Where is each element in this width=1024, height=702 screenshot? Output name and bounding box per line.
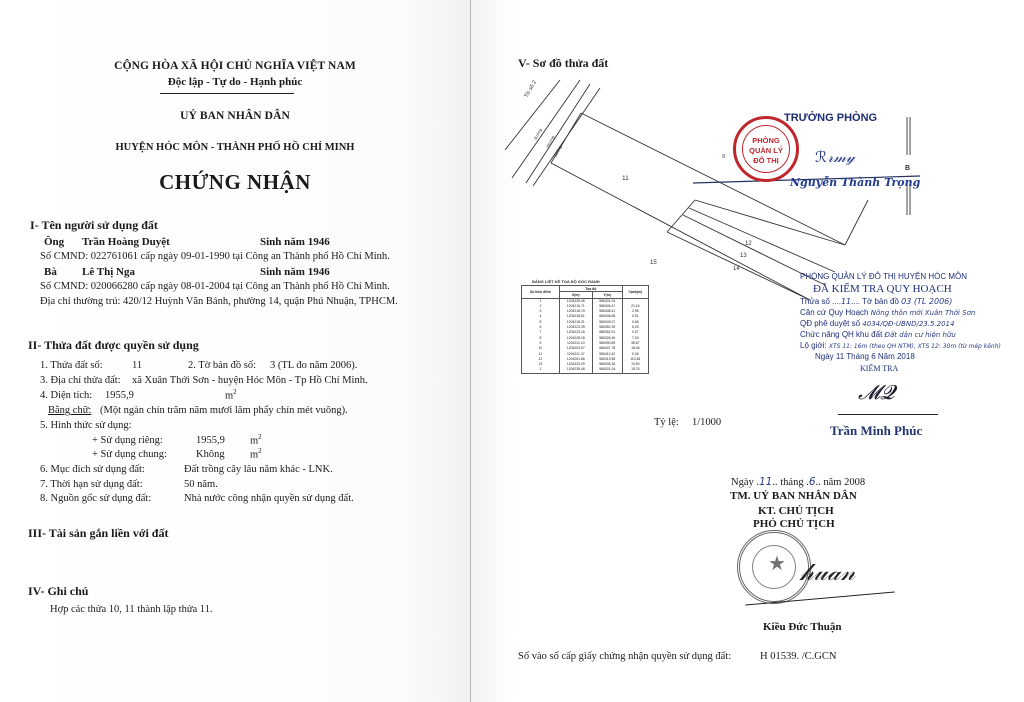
check-basis: Căn cứ Quy Hoạch Nông thôn mới Xuân Thới Sơn — [800, 308, 976, 317]
issue-date: Ngày .11.. tháng .6.. năm 2008 — [731, 476, 866, 488]
check-parcel: Thửa số ....11.... Tờ bản đồ 03 (TL 2006) — [800, 297, 953, 306]
owner-1-salutation: Ông — [44, 236, 65, 248]
usage-term-label: 7. Thời hạn sử dụng đất: — [40, 479, 143, 490]
table-row: 10 1204203.67 586407.78 18.45 — [522, 346, 649, 351]
parcel-label-12: 12 — [745, 241, 752, 247]
table-row: 6 1204223.39 586352.39 6.00 — [522, 325, 649, 330]
owner-2-birth: Sinh năm 1946 — [260, 266, 330, 278]
parcel-address-value: xã Xuân Thới Sơn - huyện Hóc Môn - Tp Hồ Chí Minh. — [132, 375, 368, 386]
land-purpose-value: Đất trồng cây lâu năm khác - LNK. — [184, 464, 333, 475]
common-use-unit: $m^2$ — [250, 447, 262, 461]
common-use-value: Không — [196, 449, 225, 460]
section-4-heading: IV- Ghi chú — [28, 584, 89, 598]
parcel-label-15: 15 — [650, 260, 657, 266]
page-fold-divider — [470, 0, 471, 702]
national-motto: Độc lập - Tự do - Hạnh phúc — [167, 76, 303, 88]
usage-form-label: 5. Hình thức sử dụng: — [40, 420, 132, 431]
issuing-authority: UỶ BAN NHÂN DÂN — [180, 110, 290, 122]
note-text: Hợp các thửa 10, 11 thành lập thửa 11. — [50, 604, 213, 615]
svg-text:đường: đường — [552, 144, 563, 158]
parcel-label-14: 14 — [733, 266, 740, 272]
checker-name: Trần Minh Phúc — [830, 423, 923, 438]
parcel-address-label: 3. Địa chỉ thửa đất: — [40, 375, 121, 386]
svg-text:mương: mương — [544, 134, 556, 149]
table-row: 5 1204218.21 586349.37 0.65 — [522, 320, 649, 325]
check-label: KIỂM TRA — [860, 364, 899, 373]
planning-seal-text: PHÒNG QUẢN LÝ ĐÔ THỊ — [749, 136, 783, 165]
section-1-heading: I- Tên người sử dụng đất — [30, 218, 158, 232]
sheet-label: Tờ số 2 — [523, 79, 539, 99]
checker-signature-line — [838, 414, 938, 415]
common-use-label: + Sử dụng chung: — [92, 449, 167, 460]
issuer-signature: 𝒽𝓊𝒶𝓃 — [800, 558, 856, 586]
planning-signer-name: Nguyễn Thành Trọng — [790, 176, 921, 189]
north-label: B — [905, 165, 911, 172]
coordinate-table: Số hiệu điểm Tọa độ Cạnh(m) X(m) Y(m) 1 1204235.46 586301.04 2 1204216.71 586346.47 21.16 3 1204218.19 586348.41 2.96 4 1204218.61 586346.68 0.91 5 1204218.21 586349.37 0.65 6 1204223.39 586352.39 6.00 7 1204223.16 586352.91 0.57 8 1204228.18 586326.46 7.00 9 1204211.10 586390.89 38.67 10 1204203.67 586407.78 18.45 11 1204211.37 586412.42 9.06 12 1204261.86 586313.58 110.84 13 1204233.09 586305.16 10.90 1 1204235.46 586301.04 15.76 — [521, 285, 649, 374]
table-row: 4 1204218.61 586346.68 0.91 — [522, 314, 649, 319]
svg-text:đường: đường — [532, 127, 543, 141]
land-origin-label: 8. Nguồn gốc sử dụng đất: — [40, 493, 152, 504]
registry-value: H 01539. /C.GCN — [760, 651, 837, 662]
issuer-name: Kiều Đức Thuận — [763, 621, 842, 633]
owner-1-birth: Sinh năm 1946 — [260, 236, 330, 248]
document-title: CHỨNG NHẬN — [159, 170, 311, 194]
private-use-value: 1955,9 — [196, 435, 225, 446]
land-purpose-label: 6. Mục đích sử dụng đất: — [40, 464, 145, 475]
area-value: 1955,9 — [105, 390, 134, 401]
parcel-number-value: 11 — [132, 360, 143, 371]
owner-1-name: Trần Hoàng Duyệt — [82, 236, 170, 248]
table-row: 2 1204216.71 586346.47 21.16 — [522, 304, 649, 309]
owner-2-salutation: Bà — [44, 266, 57, 278]
private-use-unit: $m^2$ — [250, 433, 262, 447]
check-date: Ngày 11 Tháng 6 Năm 2018 — [815, 352, 915, 361]
private-use-label: + Sử dụng riêng: — [92, 435, 163, 446]
land-origin-value: Nhà nước công nhận quyền sử dụng đất. — [184, 493, 354, 504]
issue-role-1: KT. CHỦ TỊCH — [758, 505, 834, 517]
owner-address: Địa chỉ thường trú: 420/12 Huỳnh Văn Bánh, phường 14, quận Phú Nhuận, TPHCM. — [40, 296, 398, 307]
parcel-number-label: 1. Thửa đất số: — [40, 360, 103, 371]
owner-2-id: Số CMND: 020066280 cấp ngày 08-01-2004 tại Công an Thành phố Hồ Chí Minh. — [40, 281, 390, 292]
owner-2-name: Lê Thị Nga — [82, 266, 135, 278]
check-boundary: Lộ giới: XTS 11: 16m (theo QH NTM), XTS 12: 30m (từ mép kênh) — [800, 341, 1001, 350]
check-function: Chức năng QH khu đất Đất dân cư hiện hữu — [800, 330, 956, 339]
area-label: 4. Diện tích: — [40, 390, 93, 401]
section-3-heading: III- Tài sản gắn liền với đất — [28, 526, 169, 540]
area-unit: $m^2$ — [225, 388, 237, 402]
parcel-label-9: 9 — [722, 154, 726, 160]
table-row: 1 1204235.46 586301.04 — [522, 298, 649, 304]
registry-label: Số vào sổ cấp giấy chứng nhận quyền sử dụng đất: — [518, 651, 732, 662]
checker-signature: 𝓜𝓠 — [858, 380, 895, 404]
parcel-label-11: 11 — [622, 175, 629, 182]
issue-org: TM. UỶ BAN NHÂN DÂN — [730, 490, 857, 502]
star-emblem-icon: ★ — [768, 553, 786, 575]
table-row: 13 1204233.09 586305.16 10.90 — [522, 362, 649, 367]
table-row: 9 1204211.10 586390.89 38.67 — [522, 341, 649, 346]
area-in-words-value: (Một ngàn chín trăm năm mươi lăm phẩy chín mét vuông). — [100, 405, 348, 416]
map-sheet-label: 2. Tờ bản đồ số: — [188, 360, 257, 371]
planning-head-title: TRƯỞNG PHÒNG — [784, 112, 878, 124]
usage-term-value: 50 năm. — [184, 479, 218, 490]
header-rule — [160, 93, 294, 94]
map-sheet-value: 3 (TL đo năm 2006). — [270, 360, 358, 371]
table-row: 7 1204223.16 586352.91 0.57 — [522, 330, 649, 335]
section-2-heading: II- Thửa đất được quyền sử dụng — [28, 338, 199, 352]
section-5-heading: V- Sơ đồ thửa đất — [518, 56, 609, 70]
table-row: 11 1204211.37 586412.42 9.06 — [522, 352, 649, 357]
scale-value: 1/1000 — [692, 417, 722, 428]
issuing-district: HUYỆN HÓC MÔN - THÀNH PHỐ HỒ CHÍ MINH — [115, 142, 355, 153]
check-decision: QĐ phê duyệt số 4034/QĐ-UBND/23.5.2014 — [800, 319, 955, 328]
scale-label: Tỷ lệ: — [654, 417, 679, 428]
area-in-words-label: Bằng chữ: — [48, 405, 92, 416]
table-row: 8 1204228.18 586326.46 7.00 — [522, 336, 649, 341]
check-title: ĐÃ KIỂM TRA QUY HOẠCH — [813, 283, 952, 295]
parcel-label-13: 13 — [740, 253, 747, 259]
issue-role-2: PHÓ CHỦ TỊCH — [753, 518, 835, 530]
owner-1-id: Số CMND: 022761061 cấp ngày 09-01-1990 tại Công an Thành phố Hồ Chí Minh. — [40, 251, 390, 262]
table-row: 1 1204235.46 586301.04 15.76 — [522, 367, 649, 373]
parcel-diagram — [500, 75, 920, 305]
table-row: 12 1204261.86 586313.58 110.84 — [522, 357, 649, 362]
coordinate-table-caption: BẢNG LIỆT KÊ TỌA ĐỘ GÓC RANH — [532, 279, 600, 284]
table-row: 3 1204218.19 586348.41 2.96 — [522, 309, 649, 314]
planning-signature: ℛ𝓇𝓂𝓎 — [815, 148, 855, 166]
country-name: CỘNG HÒA XÃ HỘI CHỦ NGHĨA VIỆT NAM — [114, 60, 356, 72]
check-office: PHÒNG QUẢN LÝ ĐÔ THỊ HUYỆN HÓC MÔN — [800, 272, 967, 281]
